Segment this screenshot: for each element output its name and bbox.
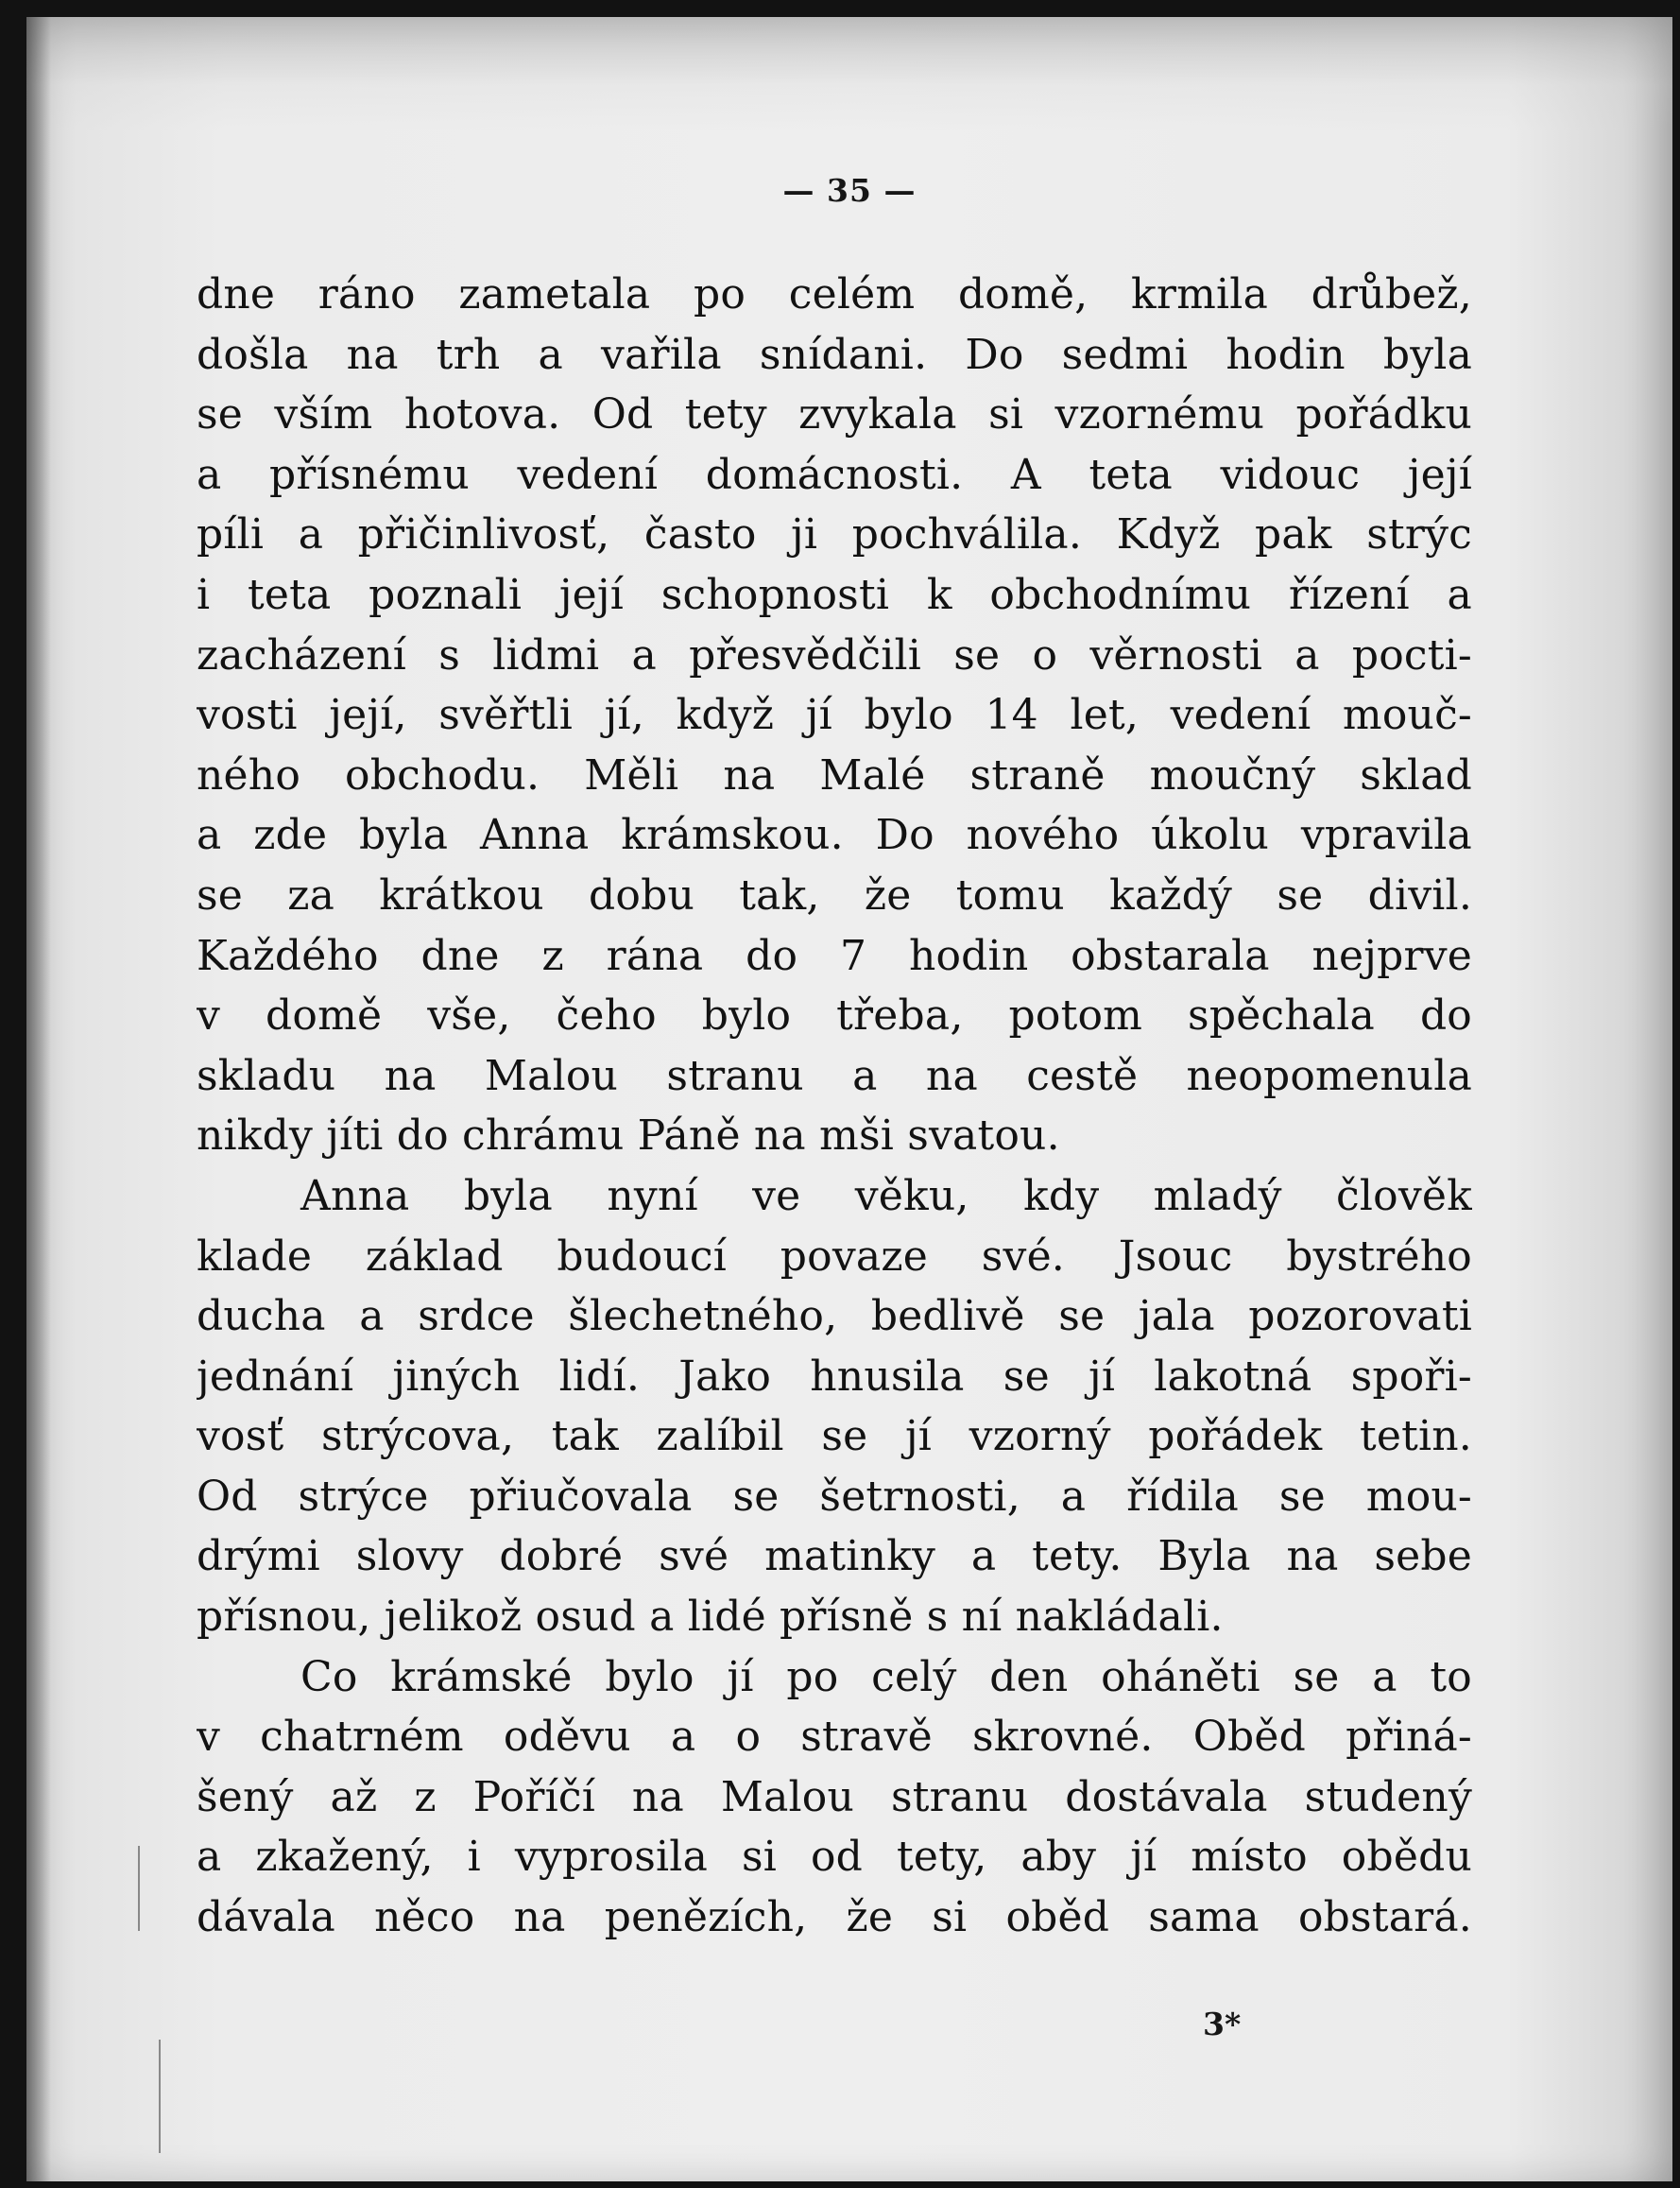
text-line: dávala něco na penězích, že si oběd sama obstará. (197, 1893, 1472, 1942)
text-line: se za krátkou dobu tak, že tomu každý se divil. (197, 870, 1472, 920)
text-line: v chatrném oděvu a o stravě skrovné. Oběd přiná- (197, 1713, 1472, 1762)
body-text (197, 265, 1472, 1948)
text-line: a zkažený, i vyprosila si od tety, aby jí místo obědu (197, 1833, 1472, 1882)
text-line: vosť strýcova, tak zalíbil se jí vzorný pořádek tetin. (197, 1412, 1472, 1461)
page-number: — 35 — (782, 172, 917, 209)
book-page (26, 17, 1672, 2181)
text-line: a přísnému vedení domácnosti. A teta vidouc její (197, 450, 1472, 499)
text-line: ducha a srdce šlechetného, bedlivě se jala pozorovati (197, 1292, 1472, 1341)
text-line: došla na trh a vařila snídani. Do sedmi hodin byla (197, 330, 1472, 379)
text-line: ného obchodu. Měli na Malé straně moučný sklad (197, 750, 1472, 800)
text-line: Každého dne z rána do 7 hodin obstarala nejprve (197, 931, 1472, 980)
text-line: skladu na Malou stranu a na cestě neopomenula (197, 1051, 1472, 1100)
text-line: a zde byla Anna krámskou. Do nového úkolu vpravila (197, 811, 1472, 860)
text-line: se vším hotova. Od tety zvykala si vzornému pořádku (197, 390, 1472, 439)
text-line: drými slovy dobré své matinky a tety. Byla na sebe (197, 1532, 1472, 1581)
signature-mark: 3* (1203, 2006, 1242, 2042)
margin-scratch (159, 2040, 161, 2153)
text-line: jednání jiných lidí. Jako hnusila se jí lakotná spoři- (197, 1352, 1472, 1401)
text-line: přísnou, jelikož osud a lidé přísně s ní nakládali. (197, 1593, 1224, 1642)
text-line: v domě vše, čeho bylo třeba, potom spěchala do (197, 991, 1472, 1041)
text-line: píli a přičinlivosť, často ji pochválila. Když pak strýc (197, 510, 1472, 560)
margin-scratch (138, 1846, 140, 1931)
text-line: Co krámské bylo jí po celý den oháněti se a to (300, 1652, 1472, 1701)
text-line: zacházení s lidmi a přesvědčili se o věrnosti a pocti- (197, 630, 1472, 680)
text-line: i teta poznali její schopnosti k obchodnímu řízení a (197, 570, 1472, 619)
text-line: dne ráno zametala po celém domě, krmila drůbež, (197, 270, 1472, 319)
text-line: šený až z Poříčí na Malou stranu dostávala studený (197, 1772, 1472, 1821)
text-line: vosti její, svěřtli jí, když jí bylo 14 let, vedení mouč- (197, 691, 1472, 740)
text-line: Od strýce přiučovala se šetrnosti, a řídila se mou- (197, 1472, 1472, 1521)
text-line: nikdy jíti do chrámu Páně na mši svatou. (197, 1111, 1060, 1161)
text-line: klade základ budoucí povaze své. Jsouc bystrého (197, 1232, 1472, 1281)
text-line: Anna byla nyní ve věku, kdy mladý člověk (300, 1171, 1472, 1220)
